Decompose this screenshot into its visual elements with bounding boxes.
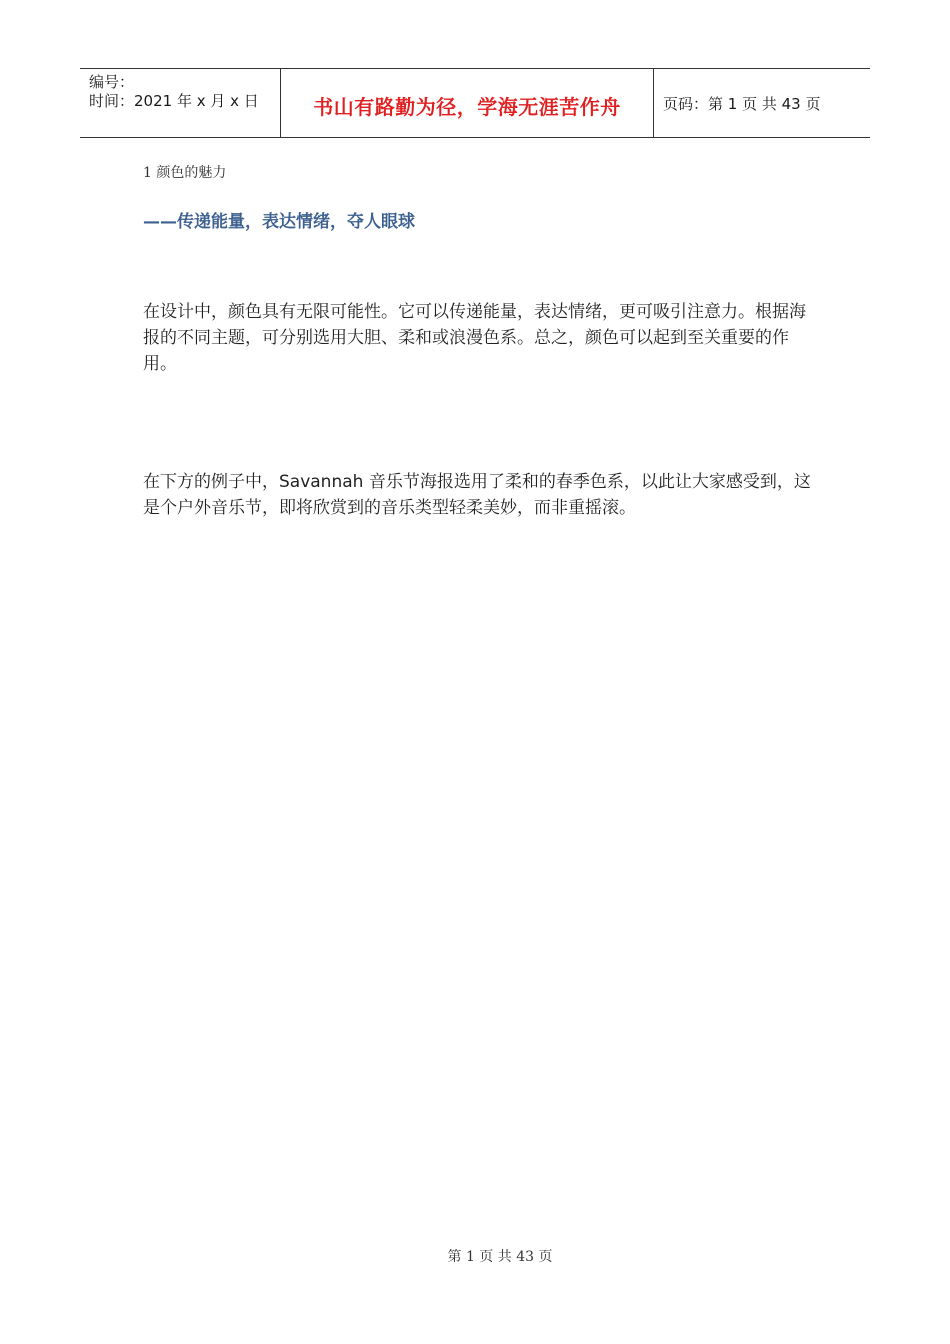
- header-page-info: 页码：第 1 页 共 43 页: [663, 94, 821, 113]
- serial-number-label: 编号：: [89, 73, 135, 91]
- body-paragraph-2: 在下方的例子中，Savannah 音乐节海报选用了柔和的春季色系，以此让大家感受到，这是个户外音乐节，即将欣赏到的音乐类型轻柔美妙，而非重摇滚。: [143, 472, 811, 518]
- section-heading: 1 颜色的魅力: [143, 165, 227, 181]
- body-paragraph-1: 在设计中，颜色具有无限可能性。它可以传递能量，表达情绪，更可吸引注意力。根据海报的不同主题，可分别选用大胆、柔和或浪漫色系。总之，颜色可以起到至关重要的作用。: [143, 302, 806, 374]
- date-label: 时间：2021 年 x 月 x 日: [89, 92, 259, 110]
- section-subtitle: ——传递能量，表达情绪，夺人眼球: [143, 212, 415, 232]
- page-footer: 第 1 页 共 43 页: [447, 1249, 553, 1265]
- header-meta: [80, 69, 281, 137]
- document-header: [80, 68, 870, 138]
- header-motto: 书山有路勤为径，学海无涯苦作舟: [281, 69, 654, 137]
